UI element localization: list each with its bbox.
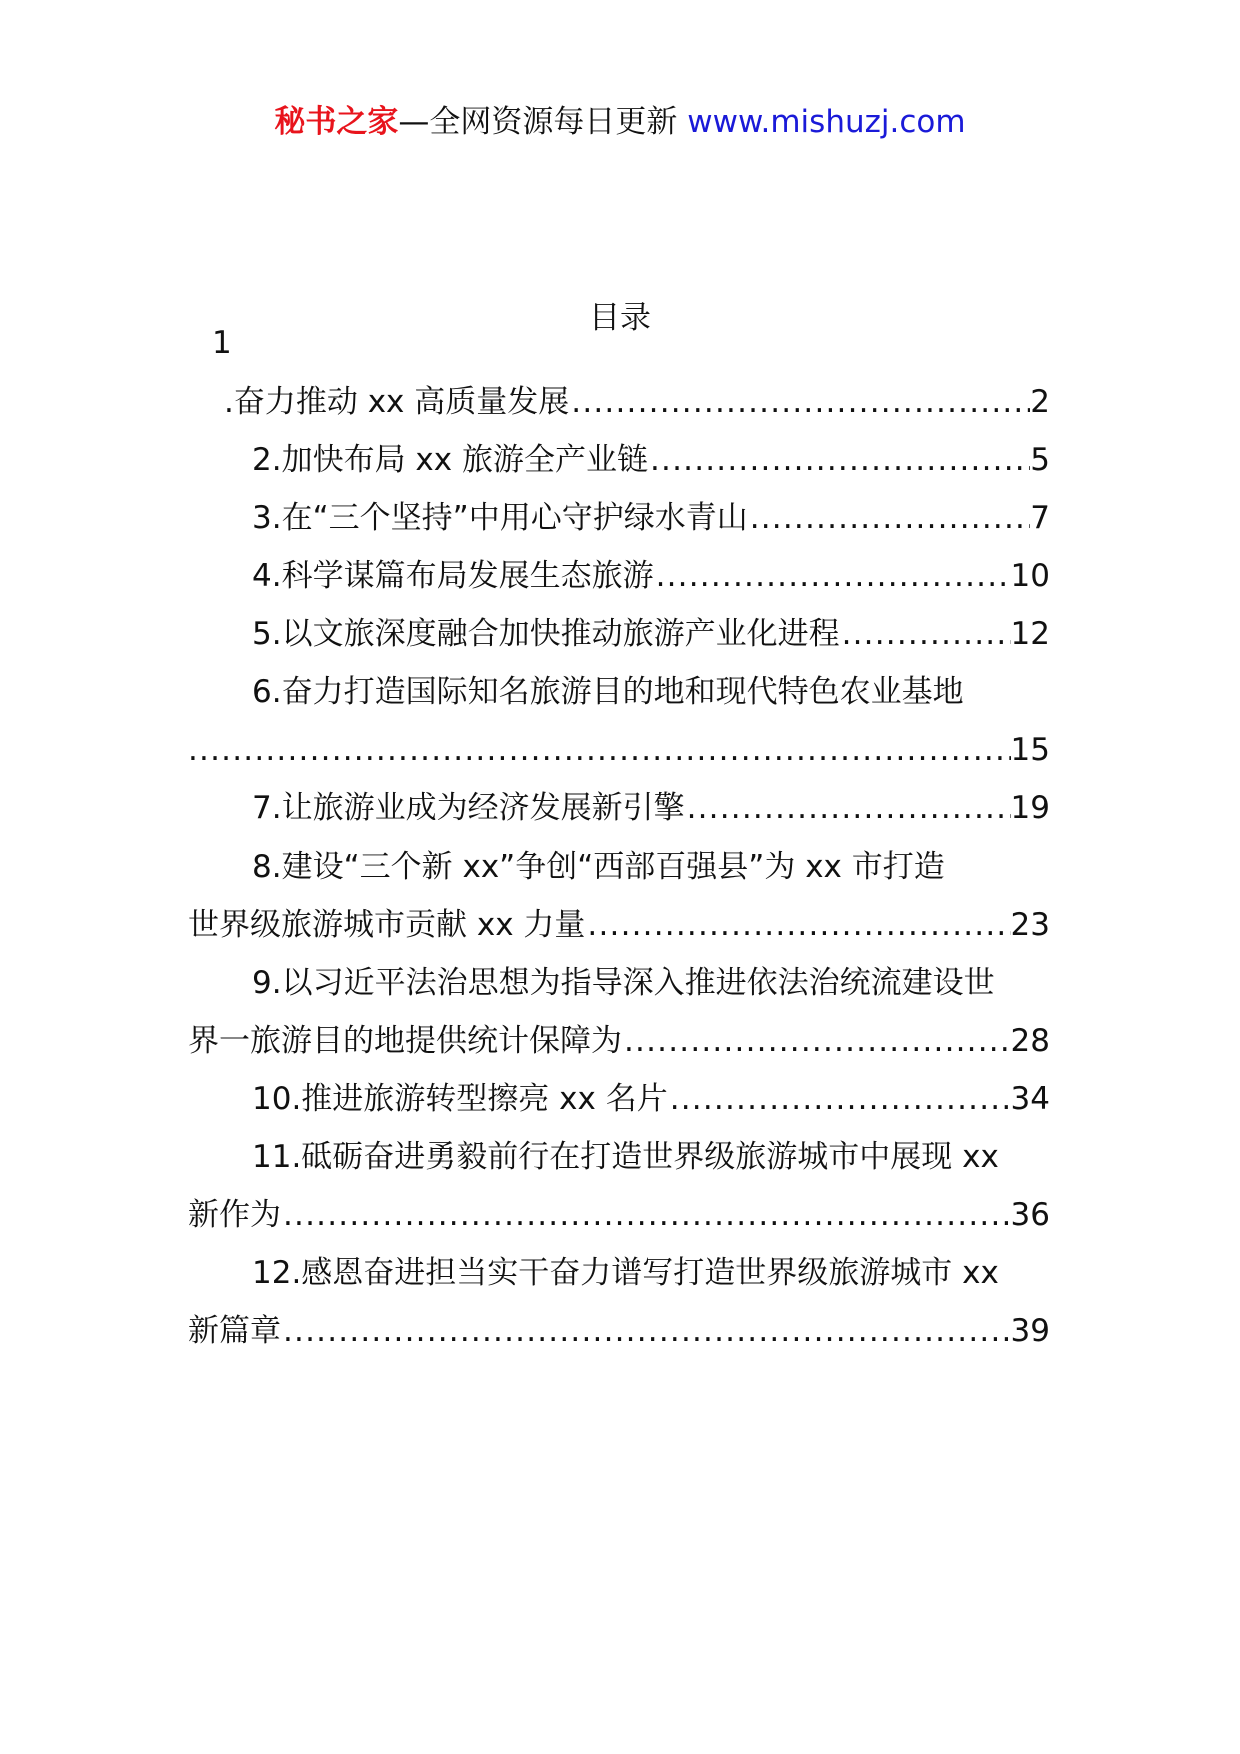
toc-page-number: 5 <box>1030 442 1050 478</box>
toc-leader-dots <box>188 725 1011 775</box>
toc-entry-10[interactable] <box>188 1074 1050 1124</box>
toc-entry-11-line2[interactable] <box>188 1190 1050 1240</box>
toc-entry-title-cont: 新篇章 <box>188 1313 281 1349</box>
toc-entry-title: 9.以习近平法治思想为指导深入推进依法治统流建设世 <box>252 965 995 1001</box>
toc-leader-dots <box>281 1306 1011 1356</box>
toc-leader-dots <box>654 551 1011 601</box>
toc-entry-4[interactable] <box>188 551 1050 601</box>
toc-page-number: 34 <box>1010 1081 1050 1117</box>
toc-leader-dots <box>585 900 1010 950</box>
toc-page-number: 10 <box>1010 558 1050 594</box>
toc-entry-7[interactable] <box>188 783 1050 833</box>
toc-entry-9-line2[interactable] <box>188 1016 1050 1066</box>
toc-leader-dots <box>748 493 1031 543</box>
toc-entry-title: 10.推进旅游转型擦亮 xx 名片 <box>252 1081 668 1117</box>
toc-entry-title: 3.在“三个坚持”中用心守护绿水青山 <box>252 500 748 536</box>
toc-page-number: 19 <box>1010 790 1050 826</box>
site-banner <box>0 100 1240 144</box>
toc-leader-dots <box>840 609 1011 659</box>
toc-entry-1[interactable] <box>188 377 1050 427</box>
toc-entry-2[interactable] <box>188 435 1050 485</box>
toc-entry-8-line2[interactable] <box>188 900 1050 950</box>
toc-entry-3[interactable] <box>188 493 1050 543</box>
toc-entry-9-line1[interactable] <box>188 958 1050 1008</box>
toc-entry-8-line1[interactable] <box>188 842 1050 892</box>
toc-entry-12-line1[interactable] <box>188 1248 1050 1298</box>
toc-leader-dots <box>281 1190 1011 1240</box>
toc-entry-6-line2[interactable] <box>188 725 1050 775</box>
site-url-link[interactable]: www.mishuzj.com <box>687 104 966 140</box>
toc-page-number: 28 <box>1010 1023 1050 1059</box>
toc-entry-title-cont: 界一旅游目的地提供统计保障为 <box>188 1023 622 1059</box>
toc-page-number: 39 <box>1010 1313 1050 1349</box>
toc-leader-dots <box>622 1016 1011 1066</box>
toc-entry-title: 4.科学谋篇布局发展生态旅游 <box>252 558 654 594</box>
toc-page-number: 12 <box>1010 616 1050 652</box>
toc-entry-title-cont: 世界级旅游城市贡献 xx 力量 <box>188 907 586 943</box>
toc-entry-11-line1[interactable] <box>188 1132 1050 1182</box>
toc-page-number: 7 <box>1030 500 1050 536</box>
toc-entry-title: 2.加快布局 xx 旅游全产业链 <box>252 442 648 478</box>
toc-leader-dots <box>648 435 1030 485</box>
toc-entry-title: 11.砥砺奋进勇毅前行在打造世界级旅游城市中展现 xx <box>252 1139 999 1175</box>
toc-page-number: 23 <box>1010 907 1050 943</box>
toc-entry-title: 5.以文旅深度融合加快推动旅游产业化进程 <box>252 616 840 652</box>
toc-stray-number <box>188 318 1050 368</box>
toc-stray-number-text: 1 <box>212 325 232 361</box>
banner-slogan: —全网资源每日更新 <box>398 104 688 140</box>
toc-entry-title: 8.建设“三个新 xx”争创“西部百强县”为 xx 市打造 <box>252 849 945 885</box>
brand-name: 秘书之家 <box>274 104 399 140</box>
toc-entry-title-cont: 新作为 <box>188 1197 281 1233</box>
toc-entry-12-line2[interactable] <box>188 1306 1050 1356</box>
toc-page-number: 15 <box>1010 732 1050 768</box>
toc-leader-dots <box>668 1074 1011 1124</box>
toc-entry-title: .奋力推动 xx 高质量发展 <box>224 384 570 420</box>
toc-entry-5[interactable] <box>188 609 1050 659</box>
toc-entry-title: 12.感恩奋进担当实干奋力谱写打造世界级旅游城市 xx <box>252 1255 999 1291</box>
toc-page-number: 2 <box>1030 384 1050 420</box>
toc-entry-6-line1[interactable] <box>188 667 1050 717</box>
toc-leader-dots <box>685 783 1011 833</box>
toc-entry-title: 6.奋力打造国际知名旅游目的地和现代特色农业基地 <box>252 674 964 710</box>
toc-entry-title: 7.让旅游业成为经济发展新引擎 <box>252 790 685 826</box>
toc-leader-dots <box>569 377 1030 427</box>
toc-page-number: 36 <box>1010 1197 1050 1233</box>
toc-title: 目录 <box>589 300 651 336</box>
